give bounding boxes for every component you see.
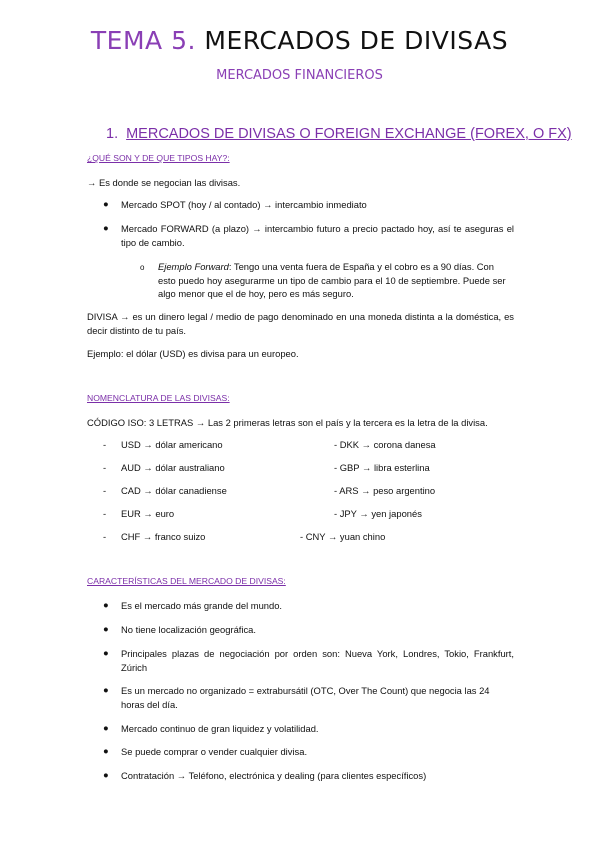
bullet-icon: ●	[103, 722, 109, 733]
bullet-icon: ●	[103, 623, 109, 634]
title-accent: TEMA 5.	[90, 26, 196, 55]
intro-text: → Es donde se negocian las divisas.	[87, 177, 241, 188]
example-text: : Tengo una venta fuera de España y el cobro es a 90 días. Con esto puedo hoy asegurarme un tipo de cambio para el 10 de septiembre. Puede ser algo menor que el de hoy, pero es más seguro.	[158, 261, 506, 299]
currency-eur: EUR → euro	[121, 508, 175, 519]
currency-gbp: - GBP → libra esterlina	[334, 462, 430, 473]
currency-ars: - ARS → peso argentino	[334, 485, 436, 496]
subheading-characteristics: CARACTERÍSTICAS DEL MERCADO DE DIVISAS:	[87, 576, 286, 586]
dash-icon: -	[103, 485, 107, 496]
characteristic-item: Contratación → Teléfono, electrónica y dealing (para clientes específicos)	[121, 770, 427, 781]
forward-example	[158, 260, 514, 301]
bullet-spot: Mercado SPOT (hoy / al contado) → intercambio inmediato	[121, 199, 367, 210]
section-heading-text: MERCADOS DE DIVISAS O FOREIGN EXCHANGE (FOREX, O FX)	[126, 126, 572, 142]
currency-aud: AUD → dólar australiano	[121, 462, 225, 473]
currency-chf: CHF → franco suizo	[121, 531, 206, 542]
characteristic-item: No tiene localización geográfica.	[121, 624, 256, 635]
bullet-icon: ●	[103, 745, 109, 756]
bullet-icon: ●	[103, 647, 109, 658]
currency-jpy: - JPY → yen japonés	[334, 508, 422, 519]
example-label: Ejemplo Forward	[158, 261, 229, 272]
divisa-example: Ejemplo: el dólar (USD) es divisa para un europeo.	[87, 348, 299, 359]
currency-cny: - CNY → yuan chino	[300, 531, 386, 542]
bullet-icon: ●	[103, 684, 109, 695]
title-text: MERCADOS DE DIVISAS	[204, 26, 509, 55]
page-subtitle: MERCADOS FINANCIEROS	[216, 68, 383, 83]
currency-usd: USD → dólar americano	[121, 439, 223, 450]
section-heading	[106, 126, 572, 142]
dash-icon: -	[103, 462, 107, 473]
characteristic-item: Se puede comprar o vender cualquier divisa.	[121, 746, 308, 757]
bullet-icon: ●	[103, 198, 109, 209]
bullet-icon: ●	[103, 222, 109, 233]
bullet-icon: ●	[103, 599, 109, 610]
subheading-nomenclature: NOMENCLATURA DE LAS DIVISAS:	[87, 393, 230, 403]
characteristic-item: Mercado continuo de gran liquidez y volatilidad.	[121, 723, 319, 734]
subheading-what-are: ¿QUÉ SON Y DE QUE TIPOS HAY?:	[87, 153, 230, 163]
bullet-forward: Mercado FORWARD (a plazo) → intercambio futuro a precio pactado hoy, así te aseguras el tipo de cambio.	[121, 223, 514, 248]
divisa-definition: DIVISA → es un dinero legal / medio de pago denominado en una moneda distinta a la doméstica, es decir distinto de tu país.	[87, 311, 514, 336]
currency-cad: CAD → dólar canadiense	[121, 485, 227, 496]
currency-dkk: - DKK → corona danesa	[334, 439, 436, 450]
dash-icon: -	[103, 508, 107, 519]
sub-bullet-icon: o	[140, 263, 145, 272]
page-title	[0, 26, 599, 55]
section-number: 1.	[106, 126, 119, 142]
dash-icon: -	[103, 439, 107, 450]
characteristic-item: Es un mercado no organizado = extrabursátil (OTC, Over The Count) que negocia las 24 horas del día.	[121, 685, 490, 710]
characteristic-item: Es el mercado más grande del mundo.	[121, 600, 283, 611]
bullet-icon: ●	[103, 769, 109, 780]
iso-code-text: CÓDIGO ISO: 3 LETRAS → Las 2 primeras letras son el país y la tercera es la letra de la divisa.	[87, 417, 488, 428]
characteristic-item: Principales plazas de negociación por orden son: Nueva York, Londres, Tokio, Frankfurt, Zúrich	[121, 648, 514, 673]
dash-icon: -	[103, 531, 107, 542]
